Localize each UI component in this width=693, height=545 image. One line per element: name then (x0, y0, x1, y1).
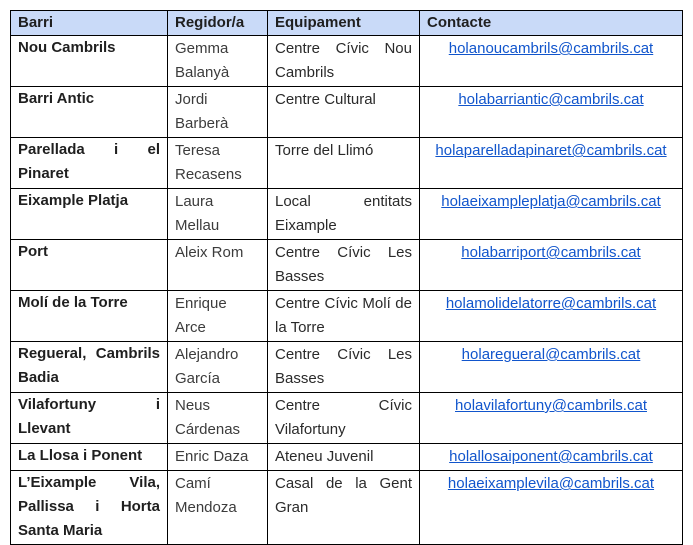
header-barri: Barri (11, 11, 168, 36)
cell-regidor: Laura Mellau (168, 189, 268, 240)
cell-contacte (420, 342, 683, 393)
cell-barri: La Llosa i Ponent (11, 444, 168, 471)
cell-equipament: Ateneu Juvenil (268, 444, 420, 471)
cell-barri: Nou Cambrils (11, 36, 168, 87)
cell-contacte (420, 138, 683, 189)
cell-regidor: Gemma Balanyà (168, 36, 268, 87)
cell-regidor: Aleix Rom (168, 240, 268, 291)
cell-equipament: Centre Cívic Molí de la Torre (268, 291, 420, 342)
email-link[interactable]: holallosaiponent@cambrils.cat (449, 448, 653, 465)
cell-regidor: Teresa Recasens (168, 138, 268, 189)
email-link[interactable]: holanoucambrils@cambrils.cat (448, 40, 654, 57)
cell-barri: Regueral, Cambrils Badia (11, 342, 168, 393)
table-row (11, 291, 683, 342)
cell-barri: Parellada i el Pinaret (11, 138, 168, 189)
cell-regidor: Camí Mendoza (168, 471, 268, 545)
cell-barri: Port (11, 240, 168, 291)
table-row (11, 240, 683, 291)
cell-contacte (420, 393, 683, 444)
cell-equipament: Casal de la Gent Gran (268, 471, 420, 545)
cell-regidor: Alejandro García (168, 342, 268, 393)
table-row (11, 471, 683, 545)
cell-contacte (420, 444, 683, 471)
cell-equipament: Local entitats Eixample (268, 189, 420, 240)
cell-equipament: Centre Cívic Les Basses (268, 342, 420, 393)
header-regidor: Regidor/a (168, 11, 268, 36)
cell-regidor: Enric Daza (168, 444, 268, 471)
email-link[interactable]: holaeixamplevila@cambrils.cat (447, 475, 655, 492)
email-link[interactable]: holaparelladapinaret@cambrils.cat (435, 142, 667, 159)
email-link[interactable]: holaregueral@cambrils.cat (461, 346, 641, 363)
cell-contacte (420, 240, 683, 291)
header-row (11, 11, 683, 36)
cell-contacte (420, 291, 683, 342)
email-link[interactable]: holavilafortuny@cambrils.cat (455, 397, 647, 414)
cell-barri: Eixample Platja (11, 189, 168, 240)
table-header (11, 11, 683, 36)
table-row (11, 342, 683, 393)
table-row (11, 393, 683, 444)
table-row (11, 138, 683, 189)
cell-barri: Barri Antic (11, 87, 168, 138)
cell-equipament: Centre Cultural (268, 87, 420, 138)
email-link[interactable]: holamolidelatorre@cambrils.cat (445, 295, 657, 312)
neighbourhood-contacts-table (10, 10, 683, 545)
table-row (11, 87, 683, 138)
cell-contacte (420, 189, 683, 240)
table-row (11, 189, 683, 240)
cell-barri: L’Eixample Vila, Pallissa i Horta Santa Maria (11, 471, 168, 545)
email-link[interactable]: holabarriport@cambrils.cat (461, 244, 641, 261)
cell-equipament: Centre Cívic Les Basses (268, 240, 420, 291)
cell-barri: Vilafortuny i Llevant (11, 393, 168, 444)
cell-equipament: Centre Cívic Nou Cambrils (268, 36, 420, 87)
cell-contacte (420, 87, 683, 138)
header-equipament: Equipament (268, 11, 420, 36)
header-contacte: Contacte (420, 11, 683, 36)
cell-regidor: Enrique Arce (168, 291, 268, 342)
cell-contacte (420, 471, 683, 545)
cell-equipament: Centre Cívic Vilafortuny (268, 393, 420, 444)
table-body (11, 36, 683, 545)
table-row (11, 36, 683, 87)
table-row (11, 444, 683, 471)
cell-regidor: Jordi Barberà (168, 87, 268, 138)
email-link[interactable]: holabarriantic@cambrils.cat (458, 91, 644, 108)
cell-barri: Molí de la Torre (11, 291, 168, 342)
email-link[interactable]: holaeixampleplatja@cambrils.cat (441, 193, 661, 210)
cell-equipament: Torre del Llimó (268, 138, 420, 189)
cell-regidor: Neus Cárdenas (168, 393, 268, 444)
cell-contacte (420, 36, 683, 87)
